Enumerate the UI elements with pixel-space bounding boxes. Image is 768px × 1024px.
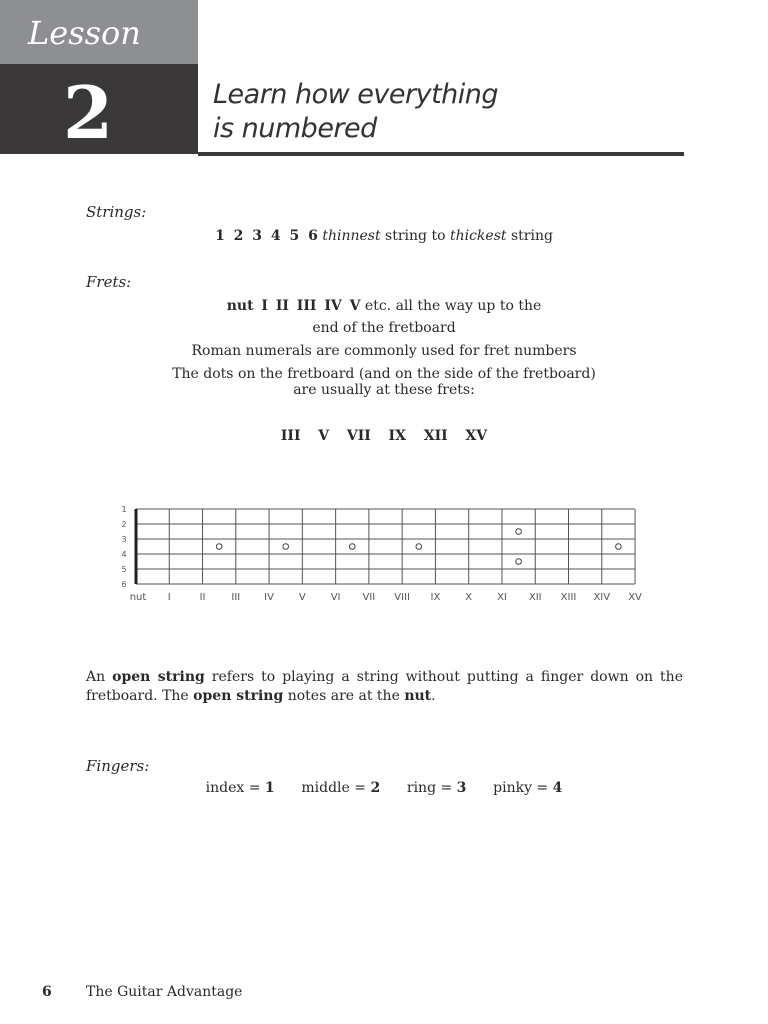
fret-label: VII: [362, 592, 376, 603]
finger-ring: ring = 3: [406, 780, 467, 796]
fret-label: VI: [330, 592, 341, 603]
fret-label: XIII: [560, 592, 577, 603]
fret-dot: [349, 544, 355, 550]
string-label: 6: [121, 580, 127, 589]
string-label: 3: [121, 535, 127, 544]
fret-label: IV: [264, 592, 274, 603]
fret-label: III: [231, 592, 241, 603]
fret-label: XII: [528, 592, 542, 603]
term: open string: [112, 669, 205, 685]
fretboard-diagram: [0, 495, 768, 615]
page-number: 6: [42, 984, 52, 1000]
frets-line-5: are usually at these frets:: [293, 382, 475, 398]
book-title: The Guitar Advantage: [86, 984, 243, 1000]
lesson-label: Lesson: [28, 14, 141, 52]
finger-middle: middle = 2: [301, 780, 381, 796]
fingers-line: [0, 780, 768, 796]
open-string-paragraph: [86, 668, 683, 706]
title-line-1: Learn how everything: [213, 79, 499, 110]
text: string: [506, 228, 553, 244]
frets-line-3: Roman numerals are commonly used for fret numbers: [191, 343, 577, 359]
fret-label: I: [167, 592, 171, 603]
fret-dot: [516, 559, 522, 565]
frets-line-2: end of the fretboard: [312, 320, 456, 336]
fingers-heading: Fingers:: [86, 757, 150, 775]
strings-line: [0, 228, 768, 244]
text: etc. all the way up to the: [360, 298, 542, 314]
fret-label: nut: [129, 592, 147, 603]
text: string to: [380, 228, 450, 244]
lesson-number: 2: [62, 70, 114, 155]
text: .: [431, 688, 436, 704]
frets-line-1: [0, 298, 768, 314]
fret-list: nut I II III IV V: [226, 298, 361, 314]
fret-label: X: [465, 592, 473, 603]
text: notes are at the: [283, 688, 405, 704]
dot-frets: [0, 428, 768, 444]
finger-index: index = 1: [205, 780, 275, 796]
fret-dot: [516, 529, 522, 535]
fret-label: XIV: [593, 592, 611, 603]
fret-dot: [616, 544, 622, 550]
frets-heading: Frets:: [86, 273, 132, 291]
finger-pinky: pinky = 4: [493, 780, 563, 796]
fret-label: IX: [430, 592, 441, 603]
fret-label: XV: [628, 592, 642, 603]
dot-fret-list: III V VII IX XII XV: [280, 428, 488, 444]
title-line-2: is numbered: [213, 113, 377, 144]
string-label: 5: [121, 565, 127, 574]
fret-dot: [216, 544, 222, 550]
term: nut: [404, 688, 432, 704]
strings-heading: Strings:: [86, 203, 147, 221]
string-label: 2: [121, 520, 127, 529]
header-rule: [198, 152, 684, 156]
thinnest: thinnest: [322, 228, 381, 244]
frets-line-4: The dots on the fretboard (and on the side of the fretboard): [172, 366, 596, 382]
fret-dot: [416, 544, 422, 550]
text: refers to playing a string without putting a finger down on the fretboard. The: [86, 669, 683, 704]
fret-label: XI: [497, 592, 507, 603]
fret-dot: [283, 544, 289, 550]
text: An: [86, 669, 113, 685]
fret-label: II: [199, 592, 206, 603]
thickest: thickest: [449, 228, 507, 244]
page-title: [213, 78, 498, 146]
string-label: 4: [121, 550, 127, 559]
string-numbers: 1 2 3 4 5 6: [215, 228, 318, 244]
term: open string: [193, 688, 284, 704]
string-label: 1: [121, 505, 127, 514]
fret-label: V: [298, 592, 306, 603]
fret-label: VIII: [394, 592, 411, 603]
